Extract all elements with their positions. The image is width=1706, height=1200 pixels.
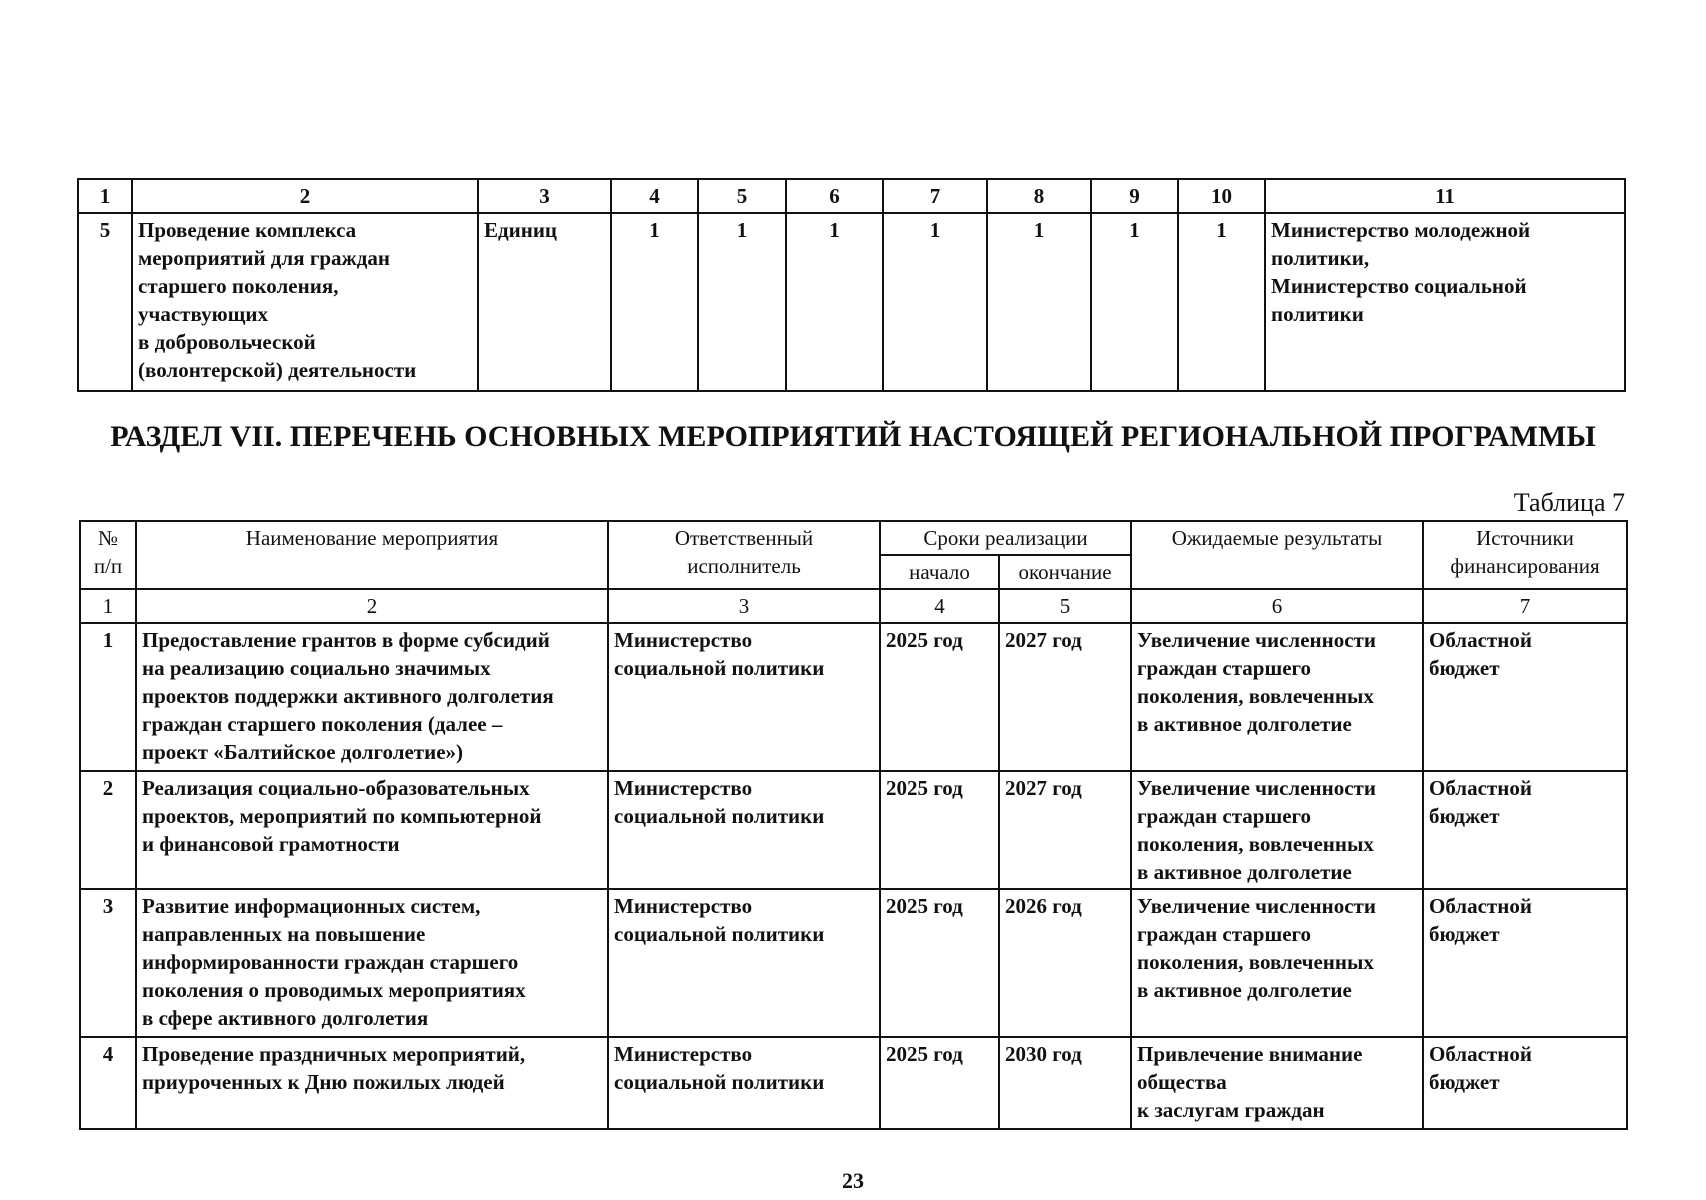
executor-cell: Министерство социальной политики <box>608 1037 880 1129</box>
index-cell: 3 <box>608 589 880 623</box>
index-cell: 5 <box>999 589 1131 623</box>
header-name: Наименование мероприятия <box>136 521 608 589</box>
value-cell: 1 <box>1091 213 1178 391</box>
index-cell: 6 <box>1131 589 1423 623</box>
value-cell: 1 <box>987 213 1091 391</box>
header-cell: 11 <box>1265 179 1625 213</box>
header-results: Ожидаемые результаты <box>1131 521 1423 589</box>
end-cell: 2027 год <box>999 771 1131 889</box>
funding-cell: Областной бюджет <box>1423 623 1627 771</box>
row-number: 3 <box>80 889 136 1037</box>
result-cell: Привлечение внимание общества к заслугам граждан <box>1131 1037 1423 1129</box>
unit-cell: Единиц <box>478 213 611 391</box>
table-row <box>80 889 1627 1037</box>
header-cell: 3 <box>478 179 611 213</box>
event-name-cell: Развитие информационных систем, направленных на повышение информированности граждан старшего поколения о проводимых мероприятиях в сфере активного долголетия <box>136 889 608 1037</box>
executor-cell: Министерство социальной политики <box>608 771 880 889</box>
header-cell: 7 <box>883 179 987 213</box>
value-cell: 1 <box>786 213 883 391</box>
section-heading: РАЗДЕЛ VII. ПЕРЕЧЕНЬ ОСНОВНЫХ МЕРОПРИЯТИЙ НАСТОЯЩЕЙ РЕГИОНАЛЬНОЙ ПРОГРАММЫ <box>110 420 1596 453</box>
start-cell: 2025 год <box>880 889 999 1037</box>
result-cell: Увеличение численности граждан старшего поколения, вовлеченных в активное долголетие <box>1131 771 1423 889</box>
end-cell: 2030 год <box>999 1037 1131 1129</box>
value-cell: 1 <box>1178 213 1265 391</box>
responsible-cell: Министерство молодежной политики, Министерство социальной политики <box>1265 213 1625 391</box>
header-funding: Источники финансирования <box>1423 521 1627 589</box>
row-number: 5 <box>78 213 132 391</box>
index-cell: 2 <box>136 589 608 623</box>
end-cell: 2026 год <box>999 889 1131 1037</box>
header-end: окончание <box>999 555 1131 589</box>
event-name-cell: Проведение праздничных мероприятий, приуроченных к Дню пожилых людей <box>136 1037 608 1129</box>
funding-cell: Областной бюджет <box>1423 1037 1627 1129</box>
funding-cell: Областной бюджет <box>1423 771 1627 889</box>
header-cell: 10 <box>1178 179 1265 213</box>
index-cell: 4 <box>880 589 999 623</box>
header-cell: 2 <box>132 179 478 213</box>
result-cell: Увеличение численности граждан старшего поколения, вовлеченных в активное долголетие <box>1131 889 1423 1037</box>
event-name-cell: Реализация социально-образовательных проектов, мероприятий по компьютерной и финансовой грамотности <box>136 771 608 889</box>
result-cell: Увеличение численности граждан старшего поколения, вовлеченных в активное долголетие <box>1131 623 1423 771</box>
page-number: 23 <box>842 1168 864 1193</box>
row-number: 1 <box>80 623 136 771</box>
end-cell: 2027 год <box>999 623 1131 771</box>
index-cell: 7 <box>1423 589 1627 623</box>
start-cell: 2025 год <box>880 771 999 889</box>
table-row <box>78 213 1625 391</box>
header-num: № п/п <box>80 521 136 589</box>
row-number: 4 <box>80 1037 136 1129</box>
value-cell: 1 <box>883 213 987 391</box>
executor-cell: Министерство социальной политики <box>608 623 880 771</box>
start-cell: 2025 год <box>880 1037 999 1129</box>
header-cell: 5 <box>698 179 786 213</box>
executor-cell: Министерство социальной политики <box>608 889 880 1037</box>
start-cell: 2025 год <box>880 623 999 771</box>
header-cell: 6 <box>786 179 883 213</box>
header-executor: Ответственный исполнитель <box>608 521 880 589</box>
header-cell: 9 <box>1091 179 1178 213</box>
table-label: Таблица 7 <box>1513 488 1625 517</box>
header-cell: 1 <box>78 179 132 213</box>
table-header-row <box>78 179 1625 213</box>
column-index-row <box>80 589 1627 623</box>
header-terms: Сроки реализации <box>880 521 1131 555</box>
table-row <box>80 1037 1627 1129</box>
table-row <box>80 771 1627 889</box>
index-cell: 1 <box>80 589 136 623</box>
value-cell: 1 <box>698 213 786 391</box>
continuation-table <box>77 178 1626 392</box>
table-row <box>80 623 1627 771</box>
table-header-row <box>80 521 1627 555</box>
event-name-cell: Проведение комплекса мероприятий для граждан старшего поколения, участвующих в добровольческой (волонтерской) деятельности <box>132 213 478 391</box>
event-name-cell: Предоставление грантов в форме субсидий на реализацию социально значимых проектов поддержки активного долголетия граждан старшего поколения (далее – проект «Балтийское долголетие») <box>136 623 608 771</box>
value-cell: 1 <box>611 213 698 391</box>
funding-cell: Областной бюджет <box>1423 889 1627 1037</box>
header-start: начало <box>880 555 999 589</box>
row-number: 2 <box>80 771 136 889</box>
header-cell: 4 <box>611 179 698 213</box>
events-table <box>79 520 1628 1130</box>
header-cell: 8 <box>987 179 1091 213</box>
